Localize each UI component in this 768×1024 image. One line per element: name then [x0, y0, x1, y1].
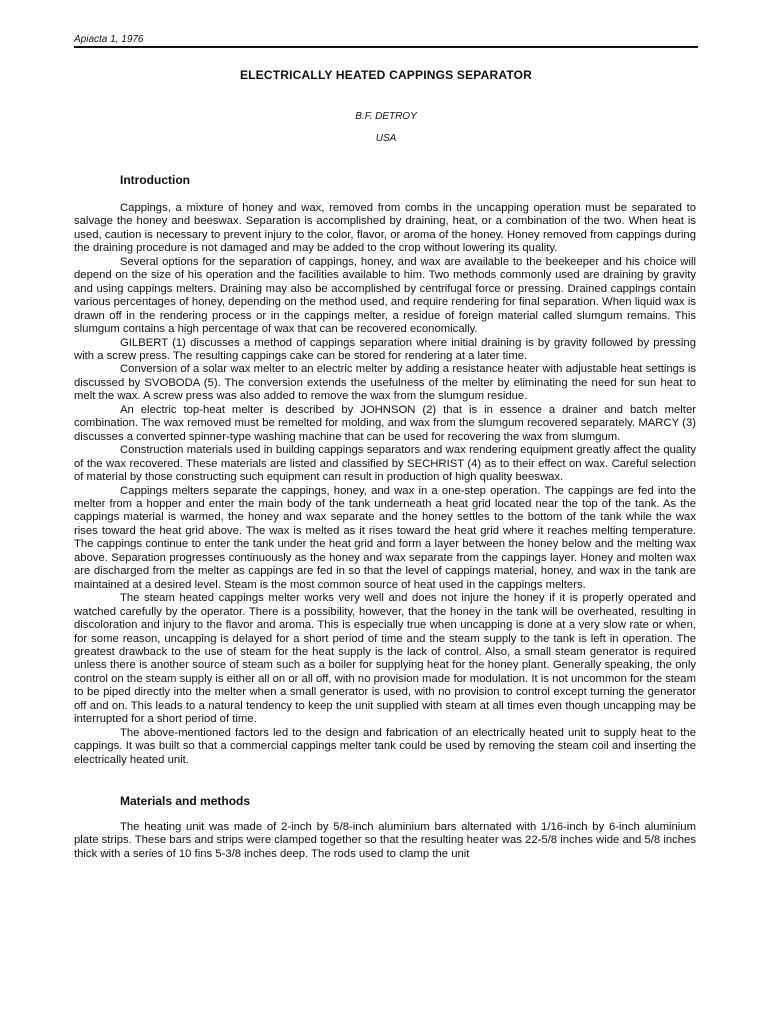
paragraph: The steam heated cappings melter works very well and does not injure the honey if it is properly operated and watched carefully by the operator. There is a possibility, however, that the honey in the tank will be overheated, resulting in discoloration and injury to the flavor and aroma. This is especially true when uncapping is done at a very slow rate or when, for some reason, uncapping is delayed for a short period of time and the steam supply to the tank is left in operation. The greatest drawback to the use of steam for the heat supply is the lack of control. Also, a small steam generator is required unless there is another source of steam such as a boiler for supplying heat for the honey plant. Generally speaking, the only control on the steam supply is either all on or all off, with no provision made for modulation. It is not uncommon for the steam to be piped directly into the melter when a small generator is used, with no provision to control except turning the generator off and on. This leads to a natural tendency to keep the unit supplied with steam at all times even though uncapping may be interrupted for a short period of time. — [74, 592, 696, 726]
paragraph: GILBERT (1) discusses a method of cappings separation where initial draining is by gravity followed by pressing with a screw press. The resulting cappings cake can be stored for rendering at a later time. — [74, 336, 696, 362]
introduction-heading: Introduction — [120, 173, 190, 187]
paragraph: Cappings, a mixture of honey and wax, removed from combs in the uncapping operation must be separated to salvage the honey and beeswax. Separation is accomplished by draining, heat, or a combination of the two. When heat is used, caution is necessary to prevent injury to the color, flavor, or aroma of the honey. Honey removed from cappings during the draining procedure is not damaged and may be added to the crop without lowering its quality. — [74, 202, 696, 255]
paragraph: Construction materials used in building cappings separators and wax rendering equipment greatly affect the quality of the wax recovered. These materials are listed and classified by SECHRIST (4) as to their effect on wax. Careful selection of material by those constructing such equipment can result in production of high quality beeswax. — [74, 444, 696, 484]
article-body — [74, 172, 696, 861]
journal-header: Apiacta 1, 1976 — [74, 34, 144, 45]
author-name: B.F. DETROY — [355, 111, 417, 122]
paragraph: The above-mentioned factors led to the design and fabrication of an electrically heated unit to supply heat to the cappings. It was built so that a commercial cappings melter tank could be used by removing the steam coil and inserting the electrically heated unit. — [74, 726, 696, 766]
materials-methods-heading: Materials and methods — [120, 794, 251, 809]
author-country: USA — [375, 133, 397, 144]
header-rule — [74, 46, 698, 48]
paragraph: Several options for the separation of cappings, honey, and wax are available to the beekeeper and his choice will depend on the size of his operation and the facilities available to him. Two methods commonly used are draining by gravity and using cappings melters. Draining may also be accomplished by centrifugal force or pressing. Drained cappings contain various percentages of honey, depending on the method used, and require rendering for final separation. When liquid wax is drawn off in the rendering process or in the cappings melter, a residue of foreign material called slumgum remains. This slumgum contains a high percentage of wax that can be recovered economically. — [74, 255, 696, 336]
paragraph: Cappings melters separate the cappings, honey, and wax in a one-step operation. The cappings are fed into the melter from a hopper and enter the main body of the tank underneath a heat grid located near the top of the tank. As the cappings material is warmed, the honey and wax separate and the honey settles to the bottom of the tank while the wax rises toward the heat grid above. The wax is melted as it rises toward the heat grid where it reaches melting temperature. The cappings continue to enter the tank under the heat grid and form a layer between the honey below and the melting wax above. Separation progresses continuously as the honey and wax separate from the cappings layer. Honey and molten wax are discharged from the melter as cappings are fed in so that the level of cappings material, honey, and wax in the tank are maintained at a desired level. Steam is the most common source of heat used in the cappings melters. — [74, 484, 696, 591]
paragraph: An electric top-heat melter is described by JOHNSON (2) that is in essence a drainer and batch melter combination. The wax removed must be remelted for molding, and wax from the slumgum recovered separately. MARCY (3) discusses a converted spinner-type washing machine that can be used for recovering the wax from slumgum. — [74, 403, 696, 443]
article-title: ELECTRICALLY HEATED CAPPINGS SEPARATOR — [239, 68, 533, 82]
paragraph: Conversion of a solar wax melter to an electric melter by adding a resistance heater with adjustable heat settings is discussed by SVOBODA (5). The conversion extends the usefulness of the melter by eliminating the need for sun heat to melt the wax. A screw press was also added to remove the wax from the slumgum residue. — [74, 363, 696, 403]
paragraph: The heating unit was made of 2-inch by 5/8-inch aluminium bars alternated with 1/16-inch by 6-inch aluminium plate strips. These bars and strips were clamped together so that the resulting heater was 22-5/8 inches wide and 5/8 inches thick with a series of 10 fins 5-3/8 inches deep. The rods used to clamp the unit — [74, 821, 696, 860]
